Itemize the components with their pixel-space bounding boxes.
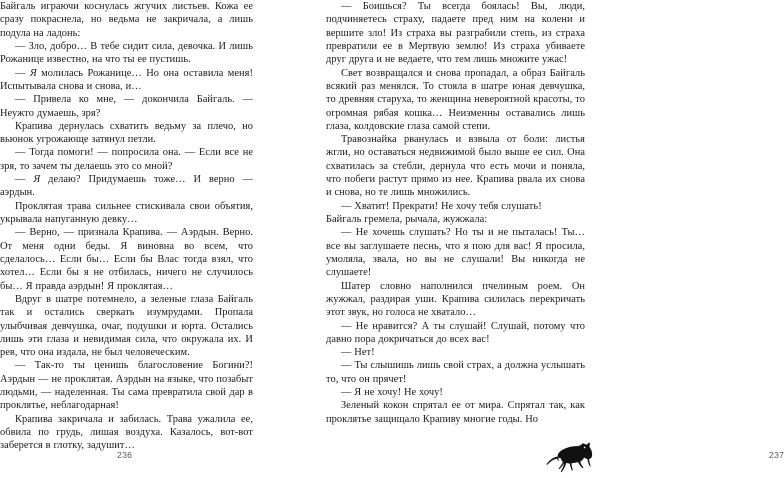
left-page-textblock xyxy=(0,0,253,453)
page-left xyxy=(0,0,256,478)
paragraph: Крапива закричала и забилась. Трава ужалила ее, обвила по грудь, лишая воздуха. Казалось, вот-вот заберется в глотку, задушит… xyxy=(0,413,253,452)
paragraph: Травознайка рванулась и взвыла от боли: листья жгли, но оставаться недвижимой было выше ее сил. Она схватилась за стебли, дернула что есть мочи и поняла, что побеги растут прямо из нее. Крапива рвала их снова и снова, но те лишь множились. xyxy=(326,134,585,199)
paragraph: — Верно, — признала Крапива. — Аэрдын. Верно. От меня одни беды. Я виновна во всем, что сделалось… Если бы… Если бы Влас тогда взял, что хотел… Если бы я не отбилась, ничего не случилось бы… Я правда аэрдын! Я проклятая… xyxy=(0,227,253,292)
paragraph: — Нет! xyxy=(341,347,375,359)
galloping-horse-icon xyxy=(546,442,592,476)
paragraph: — Я не хочу! Не хочу! xyxy=(341,387,443,399)
paragraph: Байгаль гремела, рычала, жужжала: xyxy=(326,214,488,225)
paragraph: — Тогда помоги! — попросила она. — Если все не зря, то зачем ты делаешь это со мной? xyxy=(0,147,253,172)
page-right xyxy=(326,0,784,478)
paragraph: Зеленый кокон спрятал ее от мира. Спрятал так, как проклятье защищало Крапиву многие годы. Но xyxy=(326,400,585,425)
paragraph: Вдруг в шатре потемнело, а зеленые глаза Байгаль так и остались сверкать изумрудами. Пропала улыбчивая девчушка, очаг, подушки и юрта. Остались лишь эти глаза и невидимая сила, что окружала их. И рев, что она издала, не был человеческим. xyxy=(0,293,253,359)
paragraph: Проклятая трава сильнее стискивала свои объятия, укрывала напуганную девку… xyxy=(0,200,253,225)
paragraph: — Зло, добро… В тебе сидит сила, девочка. И лишь Рожанице известно, на что ты ее пустишь. xyxy=(0,40,253,66)
paragraph: — Так-то ты ценишь благословение Богини?! Аэрдын — не проклятая. Аэрдын на языке, что позабыт людьми, — наделенная. Ты сама превратила свой дар в проклятье, неблагодарная! xyxy=(0,360,253,412)
page-number-left: 236 xyxy=(117,450,133,460)
right-page-textblock xyxy=(326,0,585,426)
paragraph: — Я молилась Рожанице… Но она оставила меня! Испытывала снова и снова, и… xyxy=(0,67,253,92)
paragraph: — Не хочешь слушать? Но ты и не пыталась! Ты… все вы заглушаете песнь, что я пою для вас! Я просила, умоляла, звала, но вы не слушали! Вы никогда не слушаете! xyxy=(326,227,585,279)
paragraph: — Привела ко мне, — докончила Байгаль. — Неужто думаешь, зря? xyxy=(0,94,253,119)
paragraph: — Не нравится? А ты слушай! Слушай, потому что давно пора докричаться до всех вас! xyxy=(326,320,585,345)
paragraph: Крапива дернулась схватить ведьму за плечо, но вьюнок угрожающе затянул петли. xyxy=(0,120,253,146)
page-number-right: 237 xyxy=(769,450,784,460)
paragraph: — Я делаю? Придумаешь тоже… И верно — аэрдын. xyxy=(0,174,253,199)
paragraph: — Хватит! Прекрати! Не хочу тебя слушать! xyxy=(341,200,542,212)
paragraph: Байгаль играючи коснулась жгучих листьев. Кожа ее сразу покраснела, но ведьма не закричала, а лишь подула на ладонь: xyxy=(0,1,253,39)
paragraph: Шатер словно наполнился пчелиным роем. Он жужжал, раздирая уши. Крапива силилась перекричать этот звук, но голоса не хватало… xyxy=(326,280,585,319)
paragraph: — Боишься? Ты всегда боялась! Вы, люди, подчиняетесь страху, падаете пред ним на колени и вершите зло! Из страха вы разграбили степь, из страха превратили ее в Мертвую землю! Из страха убиваете друг друга и не ведаете, что тем лишь множите ужас! xyxy=(326,1,585,66)
paragraph: Свет возвращался и снова пропадал, а образ Байгаль всякий раз менялся. То стояла в шатре юная девчушка, то древняя старуха, то женщина невероятной красоты, то огромная рябая кошка… Неизменны оставались лишь глаза, колдовские глаза самой степи. xyxy=(326,67,585,132)
paragraph: — Ты слышишь лишь свой страх, а должна услышать то, что он прячет! xyxy=(326,360,585,385)
